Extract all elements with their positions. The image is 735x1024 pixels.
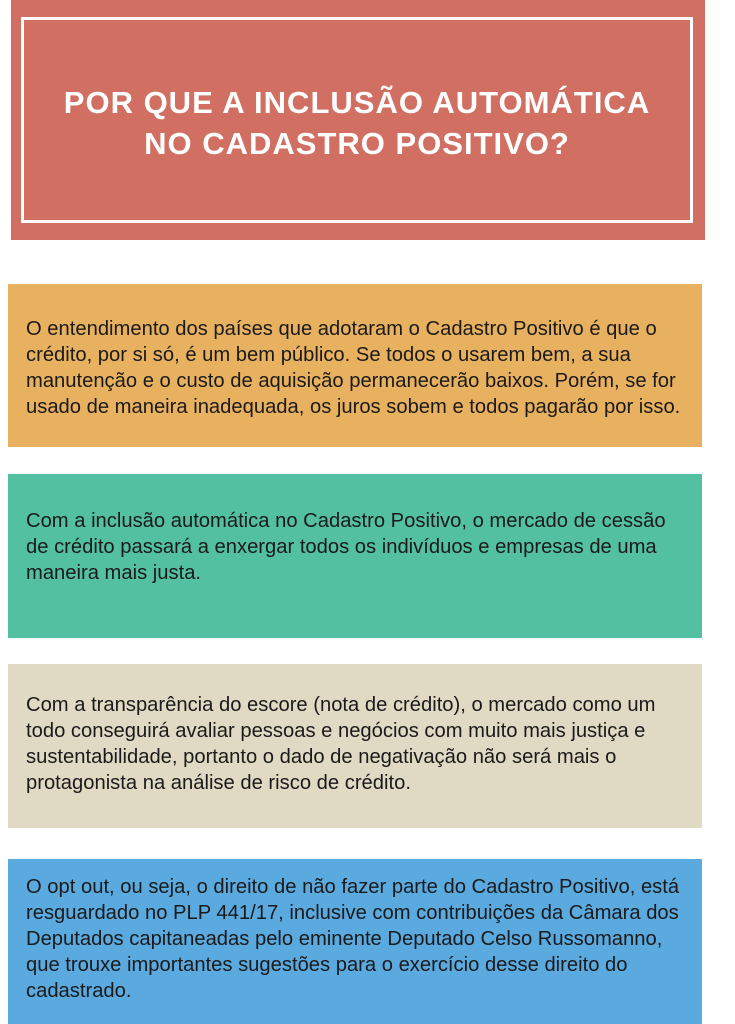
info-card-4 [8, 859, 702, 1024]
info-card-2 [8, 474, 702, 638]
page-title-line-1: POR QUE A INCLUSÃO AUTOMÁTICA [63, 85, 651, 120]
page-title [44, 82, 670, 164]
info-card-3-text: Com a transparência do escore (nota de crédito), o mercado como um todo conseguirá avaliar pessoas e negócios com muito mais justiça e sustentabilidade, portanto o dado de negativação não será mais o protagonista na análise de risco de crédito. [26, 694, 656, 794]
info-card-4-text: O opt out, ou seja, o direito de não fazer parte do Cadastro Positivo, está resguardado no PLP 441/17, inclusive com contribuições da Câmara dos Deputados capitaneadas pelo eminente Deputado Celso Russomanno, que trouxe importantes sugestões para o exercício desse direito do cadastrado. [26, 875, 680, 1002]
header-banner [11, 0, 705, 240]
info-card-1-text: O entendimento dos países que adotaram o Cadastro Positivo é que o crédito, por si só, é um bem público. Se todos o usarem bem, a sua manutenção e o custo de aquisição permanecerão baixos. Porém, se for usado de maneira inadequada, os juros sobem e todos pagarão por isso. [26, 317, 681, 418]
header-frame [21, 17, 693, 223]
info-card-3 [8, 664, 702, 828]
page-title-line-2: NO CADASTRO POSITIVO? [144, 126, 570, 161]
info-card-2-text: Com a inclusão automática no Cadastro Positivo, o mercado de cessão de crédito passará a enxergar todos os indivíduos e empresas de uma maneira mais justa. [26, 510, 666, 584]
info-card-1 [8, 284, 702, 447]
